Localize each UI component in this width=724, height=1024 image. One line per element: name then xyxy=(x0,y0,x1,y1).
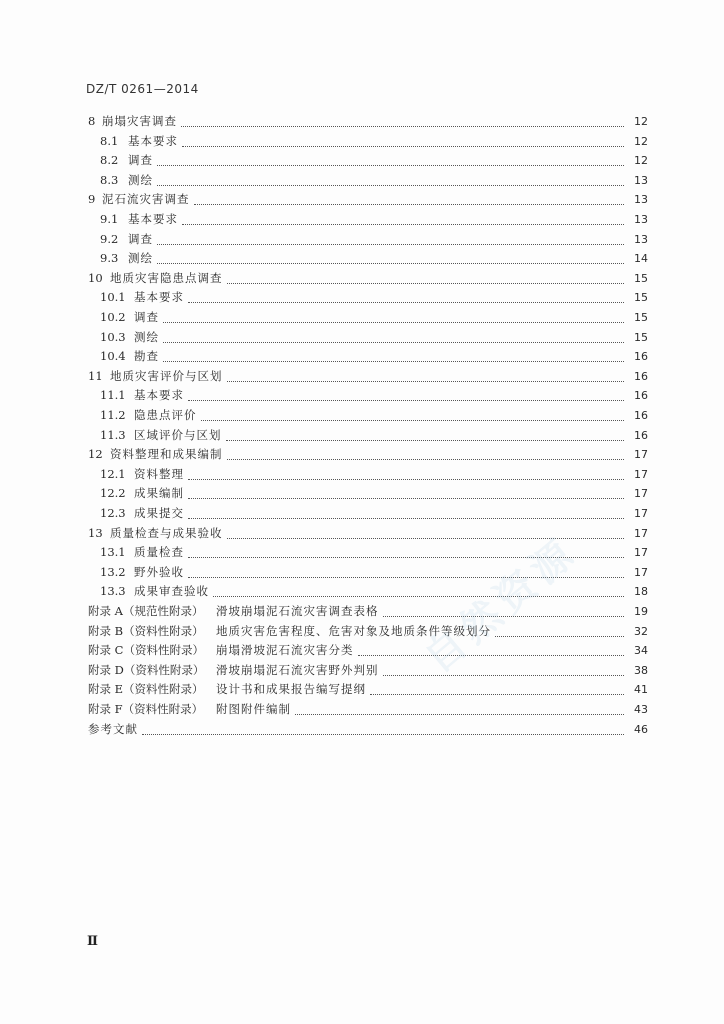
toc-entry-page: 17 xyxy=(634,546,648,560)
toc-entry-page: 15 xyxy=(634,311,648,324)
toc-entry xyxy=(88,663,648,678)
toc-entry-page: 38 xyxy=(634,663,648,677)
toc-entry-number: 12.3 xyxy=(100,506,126,520)
toc-dot-leader xyxy=(383,608,625,617)
toc-entry xyxy=(88,624,648,639)
toc-entry xyxy=(100,408,648,423)
toc-entry-number: 8.2 xyxy=(100,153,119,168)
toc-entry-page: 16 xyxy=(634,389,648,403)
toc-entry xyxy=(88,526,648,541)
toc-entry xyxy=(100,584,648,599)
toc-entry xyxy=(88,271,648,286)
toc-entry-number: 附录 E（资料性附录） xyxy=(88,682,204,697)
toc-dot-leader xyxy=(157,255,624,264)
toc-dot-leader xyxy=(182,216,624,225)
toc-entry-page: 32 xyxy=(634,624,648,638)
toc-dot-leader xyxy=(142,726,624,735)
standard-code: DZ/T 0261—2014 xyxy=(86,82,199,96)
toc-entry xyxy=(100,212,648,227)
toc-entry-page: 13 xyxy=(634,173,648,187)
toc-entry xyxy=(88,643,648,658)
toc-entry-title: 资料整理 xyxy=(134,466,184,481)
toc-dot-leader xyxy=(213,588,624,597)
toc-entry-title: 测绘 xyxy=(128,172,153,187)
toc-entry-page: 46 xyxy=(634,722,648,736)
toc-entry-page: 16 xyxy=(634,350,648,364)
toc-dot-leader xyxy=(188,510,624,519)
toc-entry-title: 基本要求 xyxy=(134,388,184,403)
toc-entry-page: 13 xyxy=(634,232,648,246)
toc-entry-page: 15 xyxy=(634,271,648,285)
toc-entry xyxy=(100,467,648,482)
toc-entry-title: 泥石流灾害调查 xyxy=(102,192,190,207)
toc-entry-title: 崩塌灾害调查 xyxy=(102,114,177,128)
page-number: Ⅱ xyxy=(87,934,98,949)
toc-entry xyxy=(88,682,648,697)
toc-entry xyxy=(100,290,648,305)
toc-entry-page: 17 xyxy=(634,467,648,481)
toc-dot-leader xyxy=(163,353,624,362)
toc-entry-page: 13 xyxy=(634,193,648,207)
toc-entry xyxy=(100,545,648,560)
toc-entry-page: 19 xyxy=(634,605,648,618)
toc-entry-title: 基本要求 xyxy=(134,290,184,305)
toc-entry-title: 测绘 xyxy=(128,251,153,266)
toc-entry-page: 12 xyxy=(634,154,648,168)
toc-entry xyxy=(100,310,648,325)
toc-dot-leader xyxy=(188,294,624,303)
toc-entry-page: 17 xyxy=(634,448,648,462)
toc-entry-number: 附录 A（规范性附录） xyxy=(88,604,204,618)
toc-entry-page: 17 xyxy=(634,565,648,579)
toc-entry xyxy=(100,153,648,168)
toc-entry-number: 10.1 xyxy=(100,290,126,305)
toc-entry-page: 43 xyxy=(634,703,648,716)
toc-entry-number: 9.1 xyxy=(100,212,119,226)
toc-dot-leader xyxy=(182,138,624,147)
toc-entry-page: 15 xyxy=(634,291,648,305)
toc-entry-title: 滑坡崩塌泥石流灾害野外判别 xyxy=(216,662,379,677)
toc-dot-leader xyxy=(383,667,625,676)
toc-dot-leader xyxy=(201,412,625,421)
toc-entry xyxy=(100,506,648,521)
toc-entry-page: 12 xyxy=(634,134,648,148)
toc-entry-page: 15 xyxy=(634,330,648,344)
toc-entry-title: 测绘 xyxy=(134,329,159,344)
toc-entry-number: 附录 C（资料性附录） xyxy=(88,643,204,658)
toc-entry-number: 13 xyxy=(88,525,103,540)
toc-entry xyxy=(100,349,648,364)
toc-entry-number: 11.3 xyxy=(100,427,126,442)
toc-entry-page: 17 xyxy=(634,487,648,501)
toc-entry-number: 10 xyxy=(88,270,103,285)
toc-entry-number: 9.3 xyxy=(100,251,119,266)
toc-entry xyxy=(100,565,648,580)
toc-entry-page: 14 xyxy=(634,252,648,266)
toc-dot-leader xyxy=(188,392,624,401)
toc-entry xyxy=(100,428,648,443)
toc-entry-title: 野外验收 xyxy=(134,564,184,579)
toc-entry-title: 成果审查验收 xyxy=(134,584,209,599)
toc-dot-leader xyxy=(163,314,624,323)
toc-entry-page: 16 xyxy=(634,369,648,383)
toc-dot-leader xyxy=(226,432,625,441)
toc-entry-page: 41 xyxy=(634,683,648,697)
toc-entry-title: 资料整理和成果编制 xyxy=(110,447,223,462)
toc-dot-leader xyxy=(157,177,624,186)
toc-entry-title: 地质灾害危害程度、危害对象及地质条件等级划分 xyxy=(216,623,491,638)
toc-entry xyxy=(100,251,648,266)
toc-entry-title: 附图附件编制 xyxy=(216,702,291,716)
toc-entry xyxy=(100,388,648,403)
toc-entry-number: 8 xyxy=(88,114,96,128)
toc-entry-title: 滑坡崩塌泥石流灾害调查表格 xyxy=(216,604,379,618)
toc-entry-number: 11 xyxy=(88,368,103,383)
toc-entry xyxy=(100,173,648,188)
toc-entry-title: 质量检查 xyxy=(134,545,184,560)
toc-entry-number: 附录 B（资料性附录） xyxy=(88,623,204,638)
watermark: 自然资源 xyxy=(415,528,587,683)
toc-dot-leader xyxy=(188,569,624,578)
toc-entry xyxy=(88,192,648,207)
toc-dot-leader xyxy=(227,373,625,382)
toc-entry xyxy=(100,134,648,149)
toc-entry xyxy=(88,369,648,384)
toc-entry-title: 地质灾害评价与区划 xyxy=(110,368,223,383)
toc-dot-leader xyxy=(194,196,625,205)
toc-entry-page: 12 xyxy=(634,115,648,128)
toc-entry-title: 调查 xyxy=(128,231,153,246)
toc-dot-leader xyxy=(358,647,625,656)
toc-entry xyxy=(88,447,648,462)
toc-entry-number: 12 xyxy=(88,447,103,462)
toc-entry-title: 质量检查与成果验收 xyxy=(110,525,223,540)
toc-entry xyxy=(88,114,648,129)
toc-dot-leader xyxy=(188,490,624,499)
toc-entry-title: 区域评价与区划 xyxy=(134,427,222,442)
toc-entry-number: 13.3 xyxy=(100,584,126,599)
toc-entry xyxy=(88,604,648,619)
toc-entry-number: 8.1 xyxy=(100,133,119,148)
toc-entry-number: 13.2 xyxy=(100,564,126,579)
toc-entry-number: 10.3 xyxy=(100,329,126,344)
toc-entry-number: 11.2 xyxy=(100,408,126,422)
toc-entry-title: 勘查 xyxy=(134,349,159,364)
toc-entry xyxy=(100,232,648,247)
toc-dot-leader xyxy=(188,549,624,558)
toc-entry-number: 12.2 xyxy=(100,486,126,501)
toc-dot-leader xyxy=(370,686,624,695)
toc-entry xyxy=(100,330,648,345)
toc-entry-number: 9.2 xyxy=(100,231,119,246)
toc-entry-title: 基本要求 xyxy=(128,212,178,226)
toc-entry-title: 成果提交 xyxy=(134,506,184,520)
toc-entry-page: 17 xyxy=(634,526,648,540)
toc-entry-page: 34 xyxy=(634,644,648,658)
toc-entry-title: 隐患点评价 xyxy=(134,408,197,422)
toc-dot-leader xyxy=(163,334,624,343)
toc-entry-page: 17 xyxy=(634,507,648,520)
toc-entry-number: 13.1 xyxy=(100,545,126,560)
toc-entry-number: 附录 D（资料性附录） xyxy=(88,662,205,677)
toc-entry-number: 附录 F（资料性附录） xyxy=(88,702,204,716)
toc-entry xyxy=(88,702,648,717)
toc-entry-page: 18 xyxy=(634,585,648,599)
toc-entry-number: 9 xyxy=(88,192,96,207)
toc-dot-leader xyxy=(295,706,624,715)
toc-dot-leader xyxy=(181,118,624,127)
toc-entry-title: 设计书和成果报告编写提纲 xyxy=(216,682,366,697)
toc-entry-title: 崩塌滑坡泥石流灾害分类 xyxy=(216,643,354,658)
toc-entry-page: 13 xyxy=(634,213,648,226)
toc-dot-leader xyxy=(227,530,625,539)
toc-entry-page: 16 xyxy=(634,409,648,422)
toc-dot-leader xyxy=(227,451,625,460)
toc-dot-leader xyxy=(495,628,624,637)
toc-entry-title: 调查 xyxy=(128,153,153,168)
toc-entry xyxy=(88,722,648,737)
toc-entry xyxy=(100,486,648,501)
toc-entry-title: 地质灾害隐患点调查 xyxy=(110,270,223,285)
toc-dot-leader xyxy=(157,157,624,166)
toc-entry-number: 11.1 xyxy=(100,388,126,403)
toc-entry-title: 成果编制 xyxy=(134,486,184,501)
toc-entry-title: 参考文献 xyxy=(88,721,138,736)
toc-entry-number: 10.2 xyxy=(100,310,126,324)
toc-dot-leader xyxy=(157,236,624,245)
toc-entry-title: 基本要求 xyxy=(128,133,178,148)
toc-entry-number: 10.4 xyxy=(100,349,126,364)
toc-dot-leader xyxy=(188,471,624,480)
toc-entry-number: 12.1 xyxy=(100,466,126,481)
toc-entry-title: 调查 xyxy=(134,310,159,324)
toc-entry-number: 8.3 xyxy=(100,172,119,187)
toc-entry-page: 16 xyxy=(634,428,648,442)
toc-dot-leader xyxy=(227,275,625,284)
